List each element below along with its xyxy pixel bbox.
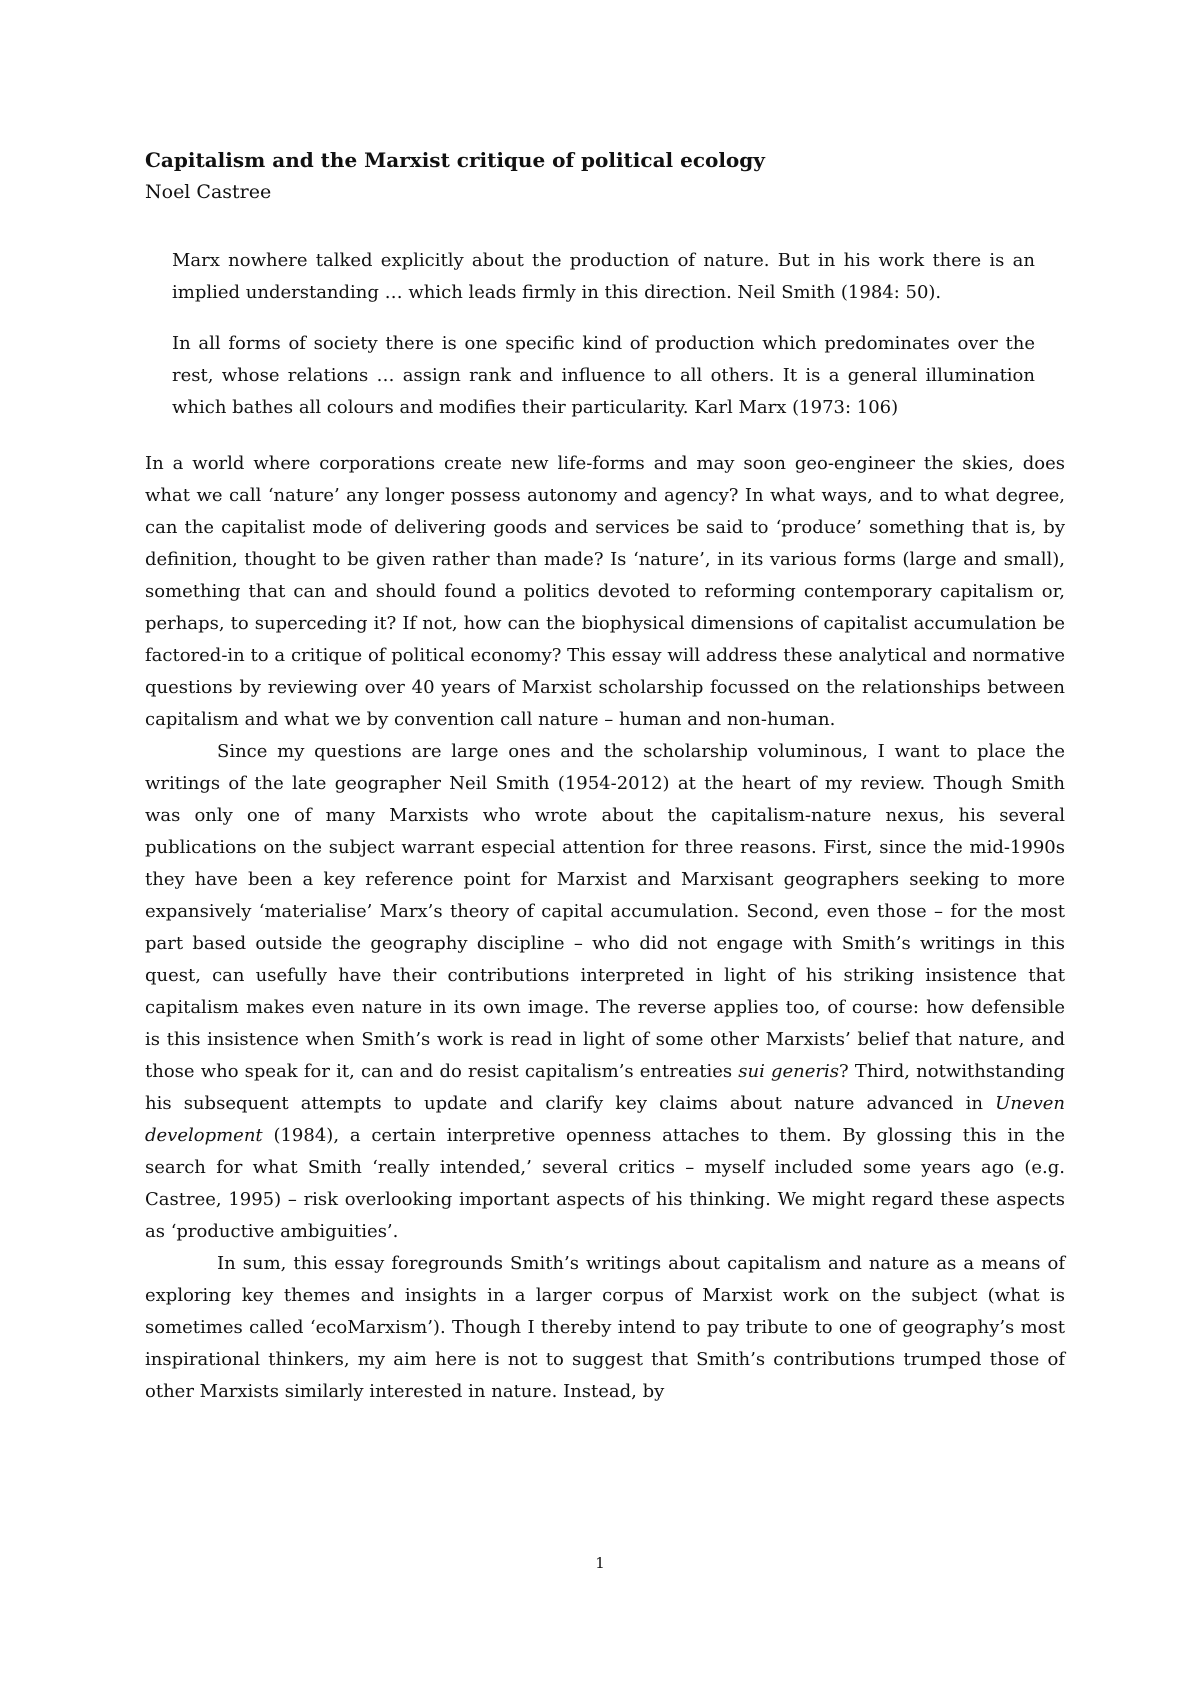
paragraph-2-part-2: ? Third, notwithstanding his subsequent attempts to update and clarify key claims about nature advanced in — [145, 1061, 1066, 1114]
epigraph-smith: Marx nowhere talked explicitly about the production of nature. But in his work there is an implied understanding … which leads firmly in this direction. Neil Smith (1984: 50). — [172, 250, 1035, 303]
body-text — [145, 448, 1065, 1408]
epigraphs — [172, 245, 1035, 424]
epigraph-marx: In all forms of society there is one specific kind of production which predominates over the rest, whose relations … assign rank and influence to all others. It is a general illumination which bathes all colours and modifies their particularity. Karl Marx (1973: 106) — [172, 333, 1035, 418]
page-content — [145, 144, 1065, 1408]
author-name: Noel Castree — [145, 181, 272, 203]
page-number: 1 — [595, 1554, 605, 1572]
paragraph-1: In a world where corporations create new life-forms and may soon geo-engineer the skies, does what we call ‘nature’ any longer possess autonomy and agency? In what ways, and to what degree, can the capitalist mode of delivering goods and services be said to ‘produce’ something that is, by definition, thought to be given rather than made? Is ‘nature’, in its various forms (large and small), something that can and should found a politics devoted to reforming contemporary capitalism or, perhaps, to superceding it? If not, how can the biophysical dimensions of capitalist accumulation be factored-in to a critique of political economy? This essay will address these analytical and normative questions by reviewing over 40 years of Marxist scholarship focussed on the relationships between capitalism and what we by convention call nature – human and non-human. — [145, 453, 1065, 730]
paragraph-2 — [145, 736, 1065, 1248]
italic-uneven-development: Uneven development — [145, 1093, 1065, 1146]
document-title: Capitalism and the Marxist critique of political ecology — [145, 148, 765, 172]
italic-sui-generis: sui generis — [738, 1061, 840, 1082]
paragraph-3: In sum, this essay foregrounds Smith’s writings about capitalism and nature as a means of exploring key themes and insights in a larger corpus of Marxist work on the subject (what is sometimes called ‘ecoMarxism’). Though I thereby intend to pay tribute to one of geography’s most inspirational thinkers, my aim here is not to suggest that Smith’s contributions trumped those of other Marxists similarly interested in nature. Instead, by — [145, 1253, 1065, 1402]
paragraph-2-part-1: Since my questions are large ones and the scholarship voluminous, I want to place the writings of the late geographer Neil Smith (1954-2012) at the heart of my review. Though Smith was only one of many Marxists who wrote about the capitalism-nature nexus, his several publications on the subject warrant especial attention for three reasons. First, since the mid-1990s they have been a key reference point for Marxist and Marxisant geographers seeking to more expansively ‘materialise’ Marx’s theory of capital accumulation. Second, even those – for the most part based outside the geography discipline – who did not engage with Smith’s writings in this quest, can usefully have their contributions interpreted in light of his striking insistence that capitalism makes even nature in its own image. The reverse applies too, of course: how defensible is this insistence when Smith’s work is read in light of some other Marxists’ belief that nature, and those who speak for it, can and do resist capitalism’s entreaties — [145, 741, 1065, 1082]
paragraph-2-part-3: (1984), a certain interpretive openness attaches to them. By glossing this in the search for what Smith ‘really intended,’ several critics – myself included some years ago (e.g. Castree, 1995) – risk overlooking important aspects of his thinking. We might regard these aspects as ‘productive ambiguities’. — [145, 1125, 1065, 1242]
